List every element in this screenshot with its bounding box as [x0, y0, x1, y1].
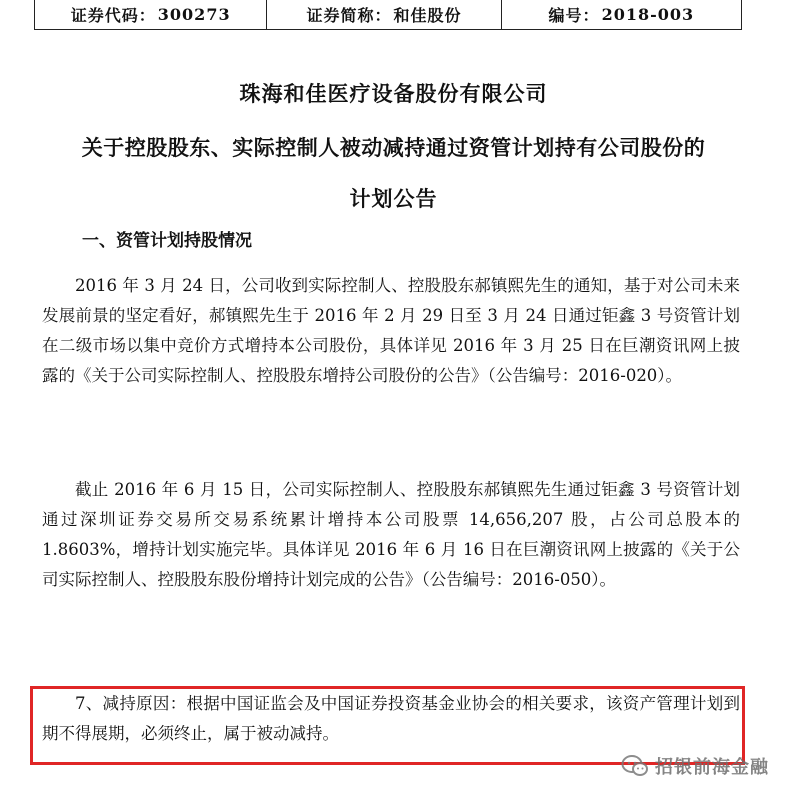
- paragraph-2: 截止 2016 年 6 月 15 日，公司实际控制人、控股股东郝镇熙先生通过钜鑫 3 号资管计划通过深圳证券交易所交易系统累计增持本公司股票 14,656,207 股，占公司总股本的 1.8603%，增持计划实施完毕。具体详见 2016 年 6 月 16 日在巨潮资讯网上披露的《关于公司实际控制人、控股股东股份增持计划完成的公告》（公告编号：2016-050）。: [42, 480, 740, 589]
- paragraph-1: 2016 年 3 月 24 日，公司收到实际控制人、控股股东郝镇熙先生的通知，基于对公司未来发展前景的坚定看好，郝镇熙先生于 2016 年 2 月 29 日至 3 月 24 日通过钜鑫 3 号资管计划在二级市场以集中竞价方式增持本公司股份，具体详见 2016 年 3 月 25 日在巨潮资讯网上披露的《关于公司实际控制人、控股股东增持公司股份的公告》（公告编号：2016-020）。: [42, 276, 740, 385]
- header-table: [34, 0, 742, 30]
- header-number-cell: [501, 0, 741, 29]
- header-code-label: 证券代码：: [70, 6, 156, 25]
- document-title-line-2: 计划公告: [349, 186, 438, 211]
- section-heading: 一、资管计划持股情况: [82, 231, 252, 251]
- header-code-value: 300273: [157, 5, 231, 24]
- company-title: 珠海和佳医疗设备股份有限公司: [239, 81, 548, 106]
- header-short-name-value: 和佳股份: [393, 6, 462, 25]
- watermark: [621, 753, 769, 779]
- header-number-value: 2018-003: [601, 5, 695, 24]
- header-code-cell: [35, 0, 266, 29]
- highlight-paragraph: 7、减持原因：根据中国证监会及中国证券投资基金业协会的相关要求，该资产管理计划到期不得展期，必须终止，属于被动减持。: [42, 694, 740, 743]
- header-short-name-cell: [266, 0, 500, 29]
- document-title-line-1: 关于控股股东、实际控制人被动减持通过资管计划持有公司股份的: [81, 135, 706, 160]
- wechat-logo-icon: [621, 754, 649, 778]
- watermark-text: 招银前海金融: [655, 757, 769, 778]
- header-short-name-label: 证券简称：: [306, 6, 392, 25]
- header-number-label: 编号：: [548, 6, 600, 25]
